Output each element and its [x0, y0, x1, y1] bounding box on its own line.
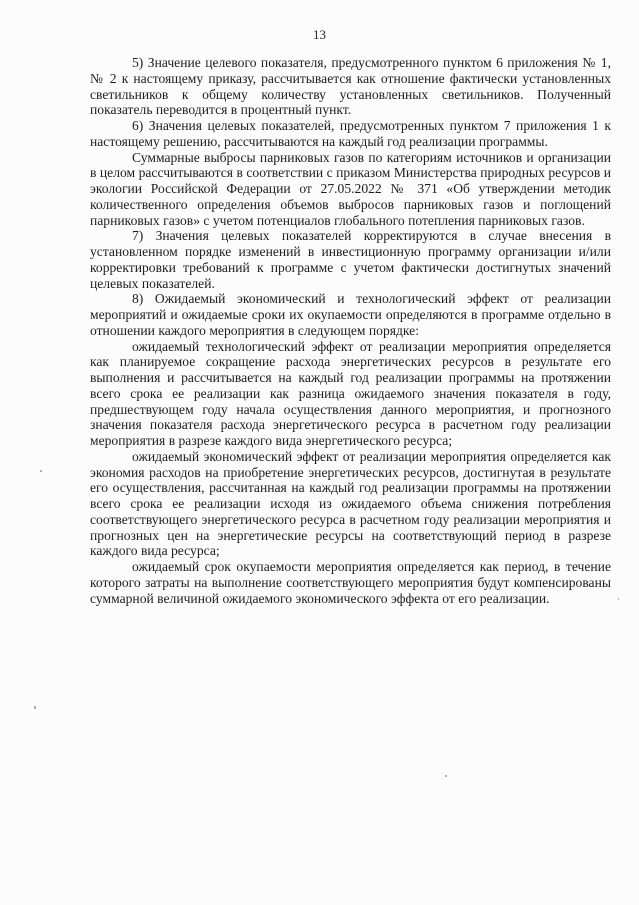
- paragraph-item-8: 8) Ожидаемый экономический и технологический эффект от реализации мероприятий и ожидаемые сроки их окупаемости определяются в программе отдельно в отношении каждого мероприятия в следующем порядке:: [90, 291, 611, 338]
- paragraph-item-6: 6) Значения целевых показателей, предусмотренных пунктом 7 приложения 1 к настоящему решению, рассчитываются на каждый год реализации программы.: [90, 118, 611, 149]
- scan-speck: [40, 470, 42, 472]
- paragraph-payback-period: ожидаемый срок окупаемости мероприятия определяется как период, в течение которого затраты на выполнение соответствующего мероприятия будут компенсированы суммарной величиной ожидаемого экономического эффекта от его реализации.: [90, 559, 611, 606]
- paragraph-economic-effect: ожидаемый экономический эффект от реализации мероприятия определяется как экономия расходов на приобретение энергетических ресурсов, достигнутая в результате его осуществления, рассчитанная на каждый год реализации программы на протяжении всего срока ее реализации исходя из ожидаемого объема снижения потребления соответствующего энергетического ресурса в расчетном году реализации мероприятия и прогнозных цен на энергетические ресурсы на соответствующий период в разрезе каждого вида ресурса;: [90, 448, 611, 559]
- document-body: [90, 55, 611, 606]
- paragraph-item-7: 7) Значения целевых показателей корректируются в случае внесения в установленном порядке изменений в инвестиционную программу организации и/или корректировки требований к программе с учетом фактически достигнутых значений целевых показателей.: [90, 228, 611, 291]
- paragraph-technological-effect: ожидаемый технологический эффект от реализации мероприятия определяется как планируемое сокращение расхода энергетических ресурсов в результате его выполнения и рассчитывается на каждый год реализации программы на протяжении всего срока ее реализации как разница ожидаемого значения показателя в году, предшествующем году начала осуществления данного мероприятия, и прогнозного значения показателя расхода энергетического ресурса в расчетном году реализации мероприятия в разрезе каждого вида энергетического ресурса;: [90, 338, 611, 448]
- page-number: 13: [313, 27, 326, 42]
- paragraph-item-5: 5) Значение целевого показателя, предусмотренного пунктом 6 приложения № 1, № 2 к настоящему приказу, рассчитывается как отношение фактически установленных светильников к общему количеству установленных светильников. Полученный показатель переводится в процентный пункт.: [90, 55, 611, 118]
- scan-speck: [618, 598, 619, 600]
- paragraph-ghg-emissions: Суммарные выбросы парниковых газов по категориям источников и организации в целом рассчитываются в соответствии с приказом Министерства природных ресурсов и экологии Российской Федерации от 27.05.2022 № 371 «Об утверждении методик количественного определения объемов выбросов парниковых газов и поглощений парниковых газов» с учетом потенциалов глобального потепления парниковых газов.: [90, 149, 611, 228]
- scan-speck: [34, 706, 36, 709]
- scan-speck: [445, 775, 447, 777]
